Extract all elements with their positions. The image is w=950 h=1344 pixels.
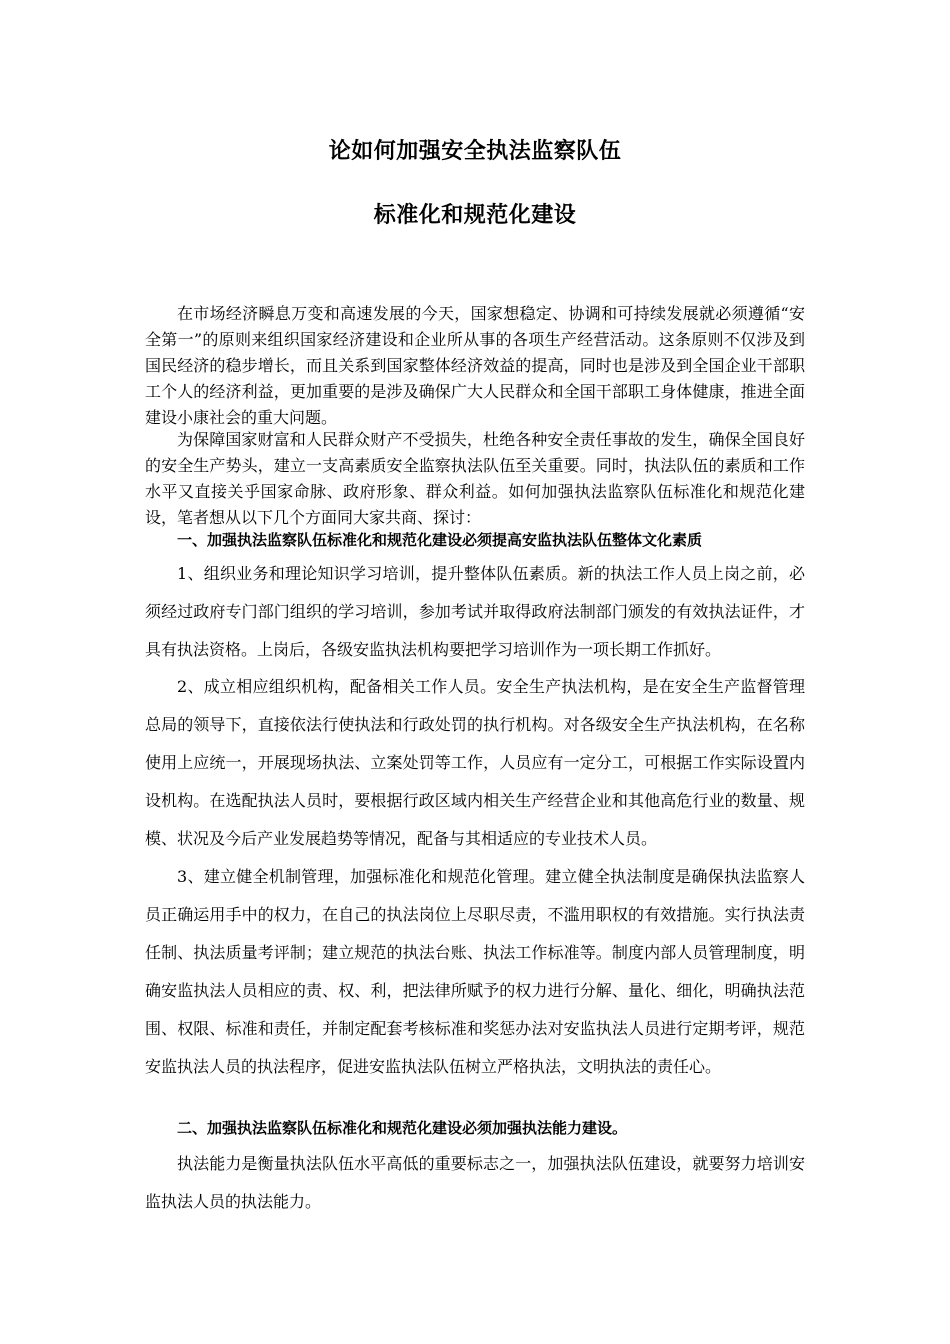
paragraph-item-1: 1、组织业务和理论知识学习培训，提升整体队伍素质。新的执法工作人员上岗之前，必须经过政府专门部门组织的学习培训，参加考试并取得政府法制部门颁发的有效执法证件，才具有执法资格。上岗后，各级安监执法机构要把学习培训作为一项长期工作抓好。 <box>145 564 805 659</box>
paragraph-item-3: 3、建立健全机制管理，加强标准化和规范化管理。建立健全执法制度是确保执法监察人员正确运用手中的权力，在自己的执法岗位上尽职尽责，不滥用职权的有效措施。实行执法责任制、执法质量考评制；建立规范的执法台账、执法工作标准等。制度内部人员管理制度，明确安监执法人员相应的责、权、利，把法律所赋予的权力进行分解、量化、细化，明确执法范围、权限、标准和责任，并制定配套考核标准和奖惩办法对安监执法人员进行定期考评，规范安监执法人员的执法程序，促进安监执法队伍树立严格执法，文明执法的责任心。 <box>145 867 805 1076</box>
section-heading-1: 一、加强执法监察队伍标准化和规范化建设必须提高安监执法队伍整体文化素质 <box>177 531 703 549</box>
section-heading-2: 二、加强执法监察队伍标准化和规范化建设必须加强执法能力建设。 <box>177 1119 628 1137</box>
document-title-line-2: 标准化和规范化建设 <box>373 203 577 228</box>
paragraph-item-2: 2、成立相应组织机构，配备相关工作人员。安全生产执法机构，是在安全生产监督管理总局的领导下，直接依法行使执法和行政处罚的执行机构。对各级安全生产执法机构，在名称使用上应统一，开展现场执法、立案处罚等工作，人员应有一定分工，可根据工作实际设置内设机构。在选配执法人员时，要根据行政区域内相关生产经营企业和其他高危行业的数量、规模、状况及今后产业发展趋势等情况，配备与其相适应的专业技术人员。 <box>145 677 805 848</box>
paragraph-purpose: 为保障国家财富和人民群众财产不受损失，杜绝各种安全责任事故的发生，确保全国良好的安全生产势头，建立一支高素质安全监察执法队伍至关重要。同时，执法队伍的素质和工作水平又直接关乎国家命脉、政府形象、群众利益。如何加强执法监察队伍标准化和规范化建设，笔者想从以下几个方面同大家共商、探讨： <box>145 430 805 527</box>
document-title-line-1: 论如何加强安全执法监察队伍 <box>328 139 622 164</box>
paragraph-section-2: 执法能力是衡量执法队伍水平高低的重要标志之一，加强执法队伍建设，就要努力培训安监执法人员的执法能力。 <box>145 1154 805 1211</box>
paragraph-intro: 在市场经济瞬息万变和高速发展的今天，国家想稳定、协调和可持续发展就必须遵循“安全第一”的原则来组织国家经济建设和企业所从事的各项生产经营活动。这条原则不仅涉及到国民经济的稳步增长，而且关系到国家整体经济效益的提高，同时也是涉及到全国企业干部职工个人的经济利益，更加重要的是涉及确保广大人民群众和全国干部职工身体健康，推进全面建设小康社会的重大问题。 <box>145 304 805 427</box>
